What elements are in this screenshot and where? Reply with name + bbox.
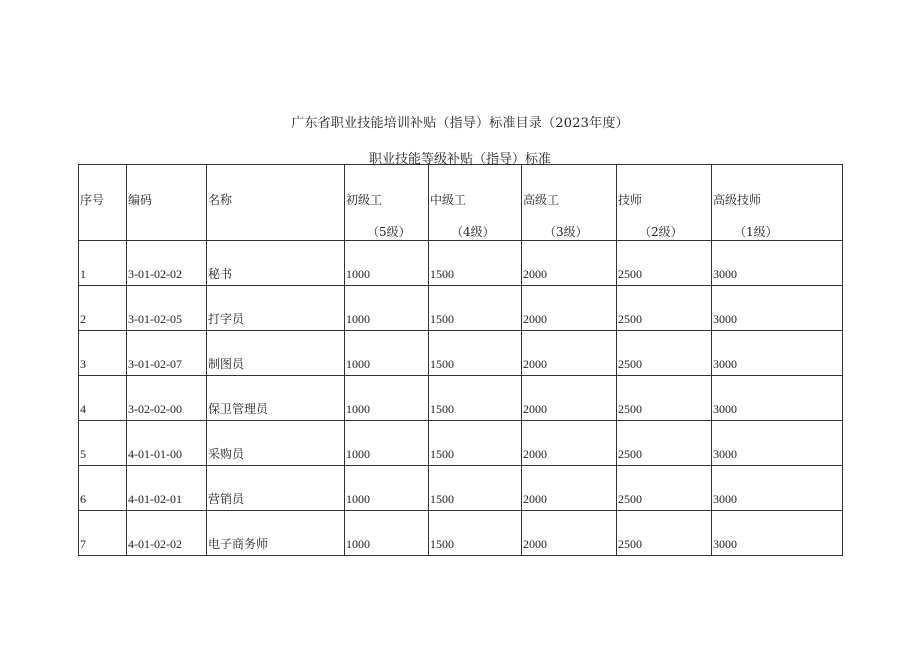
cell-seq: 2 xyxy=(79,286,127,331)
subsidy-table xyxy=(78,164,843,556)
cell-seq: 4 xyxy=(79,376,127,421)
cell-level-5: 1000 xyxy=(345,421,429,466)
header-level-2 xyxy=(617,165,712,241)
header-level-label: （5级） xyxy=(367,225,411,239)
header-level-4 xyxy=(429,165,522,241)
cell-level-4: 1500 xyxy=(429,466,522,511)
cell-level-1: 3000 xyxy=(712,241,843,286)
cell-level-4: 1500 xyxy=(429,511,522,556)
header-label: 中级工 xyxy=(430,193,467,207)
header-level-label: （4级） xyxy=(451,225,495,239)
table-subtitle: 职业技能等级补贴（指导）标准 xyxy=(368,152,551,167)
cell-level-1: 3000 xyxy=(712,466,843,511)
header-level-label: （1级） xyxy=(734,225,778,239)
cell-level-1: 3000 xyxy=(712,421,843,466)
table-header-row xyxy=(79,165,843,241)
cell-name: 采购员 xyxy=(207,421,345,466)
cell-level-2: 2500 xyxy=(617,331,712,376)
table-row xyxy=(79,511,843,556)
cell-seq: 3 xyxy=(79,331,127,376)
cell-level-5: 1000 xyxy=(345,331,429,376)
cell-level-3: 2000 xyxy=(522,466,617,511)
header-label: 名称 xyxy=(208,193,233,207)
cell-level-3: 2000 xyxy=(522,421,617,466)
cell-name: 保卫管理员 xyxy=(207,376,345,421)
header-code xyxy=(127,165,207,241)
cell-level-3: 2000 xyxy=(522,331,617,376)
cell-level-2: 2500 xyxy=(617,511,712,556)
header-label: 初级工 xyxy=(346,193,383,207)
cell-seq: 6 xyxy=(79,466,127,511)
header-label: 技师 xyxy=(618,193,643,207)
header-label: 高级技师 xyxy=(713,193,762,207)
cell-level-2: 2500 xyxy=(617,286,712,331)
cell-level-5: 1000 xyxy=(345,286,429,331)
table-row xyxy=(79,376,843,421)
cell-name: 电子商务师 xyxy=(207,511,345,556)
cell-seq: 1 xyxy=(79,241,127,286)
cell-level-1: 3000 xyxy=(712,376,843,421)
cell-code: 4-01-01-00 xyxy=(127,421,207,466)
cell-level-5: 1000 xyxy=(345,466,429,511)
cell-code: 3-01-02-02 xyxy=(127,241,207,286)
cell-level-2: 2500 xyxy=(617,376,712,421)
table-row xyxy=(79,421,843,466)
cell-name: 秘书 xyxy=(207,241,345,286)
cell-level-3: 2000 xyxy=(522,376,617,421)
cell-level-4: 1500 xyxy=(429,286,522,331)
cell-level-1: 3000 xyxy=(712,511,843,556)
cell-level-4: 1500 xyxy=(429,376,522,421)
table-row xyxy=(79,241,843,286)
cell-code: 4-01-02-01 xyxy=(127,466,207,511)
cell-level-1: 3000 xyxy=(712,331,843,376)
header-label: 序号 xyxy=(80,193,105,207)
cell-name: 营销员 xyxy=(207,466,345,511)
cell-level-1: 3000 xyxy=(712,286,843,331)
header-level-3 xyxy=(522,165,617,241)
document-title: 广东省职业技能培训补贴（指导）标准目录（2023年度） xyxy=(291,116,629,131)
cell-name: 制图员 xyxy=(207,331,345,376)
cell-code: 4-01-02-02 xyxy=(127,511,207,556)
cell-level-5: 1000 xyxy=(345,511,429,556)
header-level-1 xyxy=(712,165,843,241)
cell-level-2: 2500 xyxy=(617,241,712,286)
cell-level-3: 2000 xyxy=(522,286,617,331)
cell-code: 3-01-02-05 xyxy=(127,286,207,331)
cell-level-2: 2500 xyxy=(617,421,712,466)
cell-level-2: 2500 xyxy=(617,466,712,511)
header-seq xyxy=(79,165,127,241)
header-level-label: （2级） xyxy=(639,225,683,239)
cell-level-3: 2000 xyxy=(522,511,617,556)
cell-seq: 7 xyxy=(79,511,127,556)
cell-level-5: 1000 xyxy=(345,376,429,421)
cell-level-5: 1000 xyxy=(345,241,429,286)
cell-level-3: 2000 xyxy=(522,241,617,286)
cell-level-4: 1500 xyxy=(429,331,522,376)
cell-seq: 5 xyxy=(79,421,127,466)
table-row xyxy=(79,286,843,331)
header-label: 高级工 xyxy=(523,193,560,207)
cell-code: 3-01-02-07 xyxy=(127,331,207,376)
cell-level-4: 1500 xyxy=(429,241,522,286)
header-name xyxy=(207,165,345,241)
cell-code: 3-02-02-00 xyxy=(127,376,207,421)
header-label: 编码 xyxy=(128,193,153,207)
cell-level-4: 1500 xyxy=(429,421,522,466)
header-level-label: （3级） xyxy=(544,225,588,239)
header-level-5 xyxy=(345,165,429,241)
cell-name: 打字员 xyxy=(207,286,345,331)
table-row xyxy=(79,466,843,511)
table-row xyxy=(79,331,843,376)
